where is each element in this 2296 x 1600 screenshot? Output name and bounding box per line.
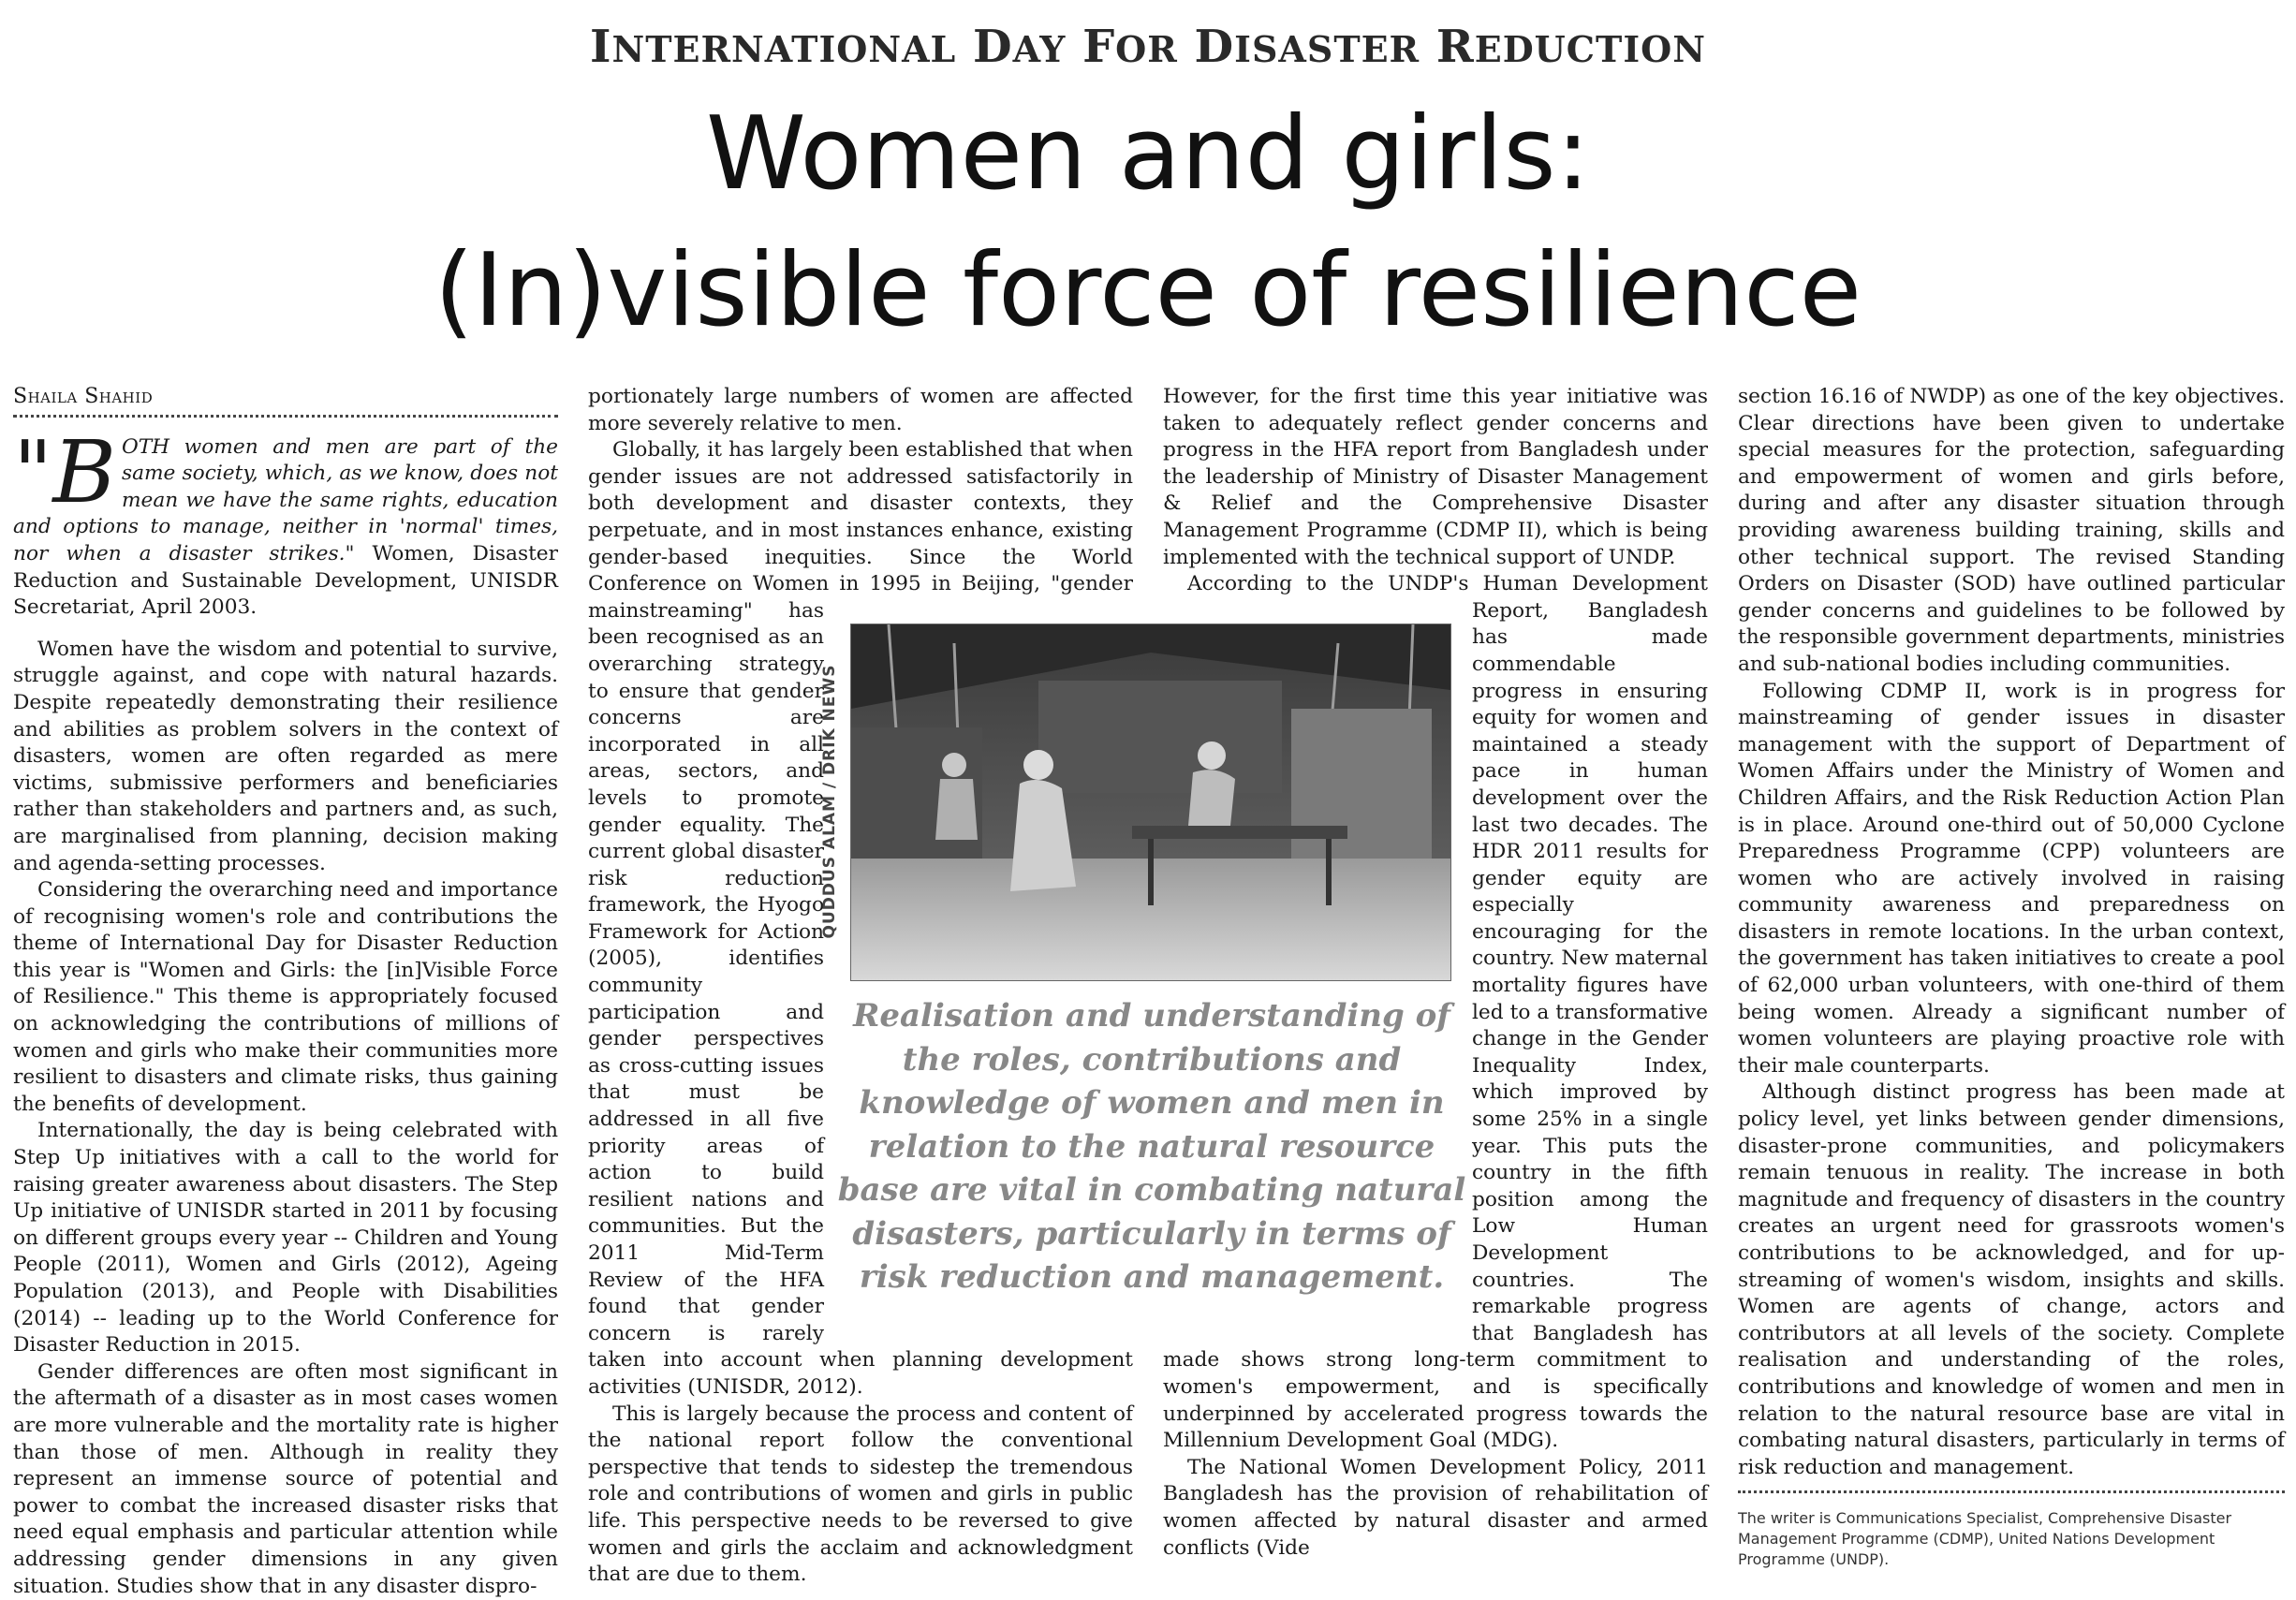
paragraph: However, for the first time this year initiative was taken to adequately reflect gender concerns and progress in the HFA report from Bangladesh under the leadership of Ministry of Disaster Management & Relief and the Comprehensive Disaster Management Programme (CDMP II), which is being implemented with the technical support of UNDP. (1163, 385, 1708, 569)
column-2 (588, 384, 1133, 1589)
column-1 (13, 384, 558, 1600)
photo-credit: QUDDUS ALAM / DRIK NEWS (820, 664, 839, 939)
drop-cap: "B (13, 421, 116, 522)
paragraph: Internationally, the day is being celebrated with Step Up initiatives with a call to the world for raising greater awareness about disasters. The Step Up initiative of UNISDR started in 2011 by focusing on different groups every year -- Children and Young People (2011), Women and Girls (2012), Ageing Population (2013), and People with Disabilities (2014) -- leading up to the World Conference for Disaster Reduction in 2015. (13, 1119, 558, 1358)
paragraph: According to the UNDP's Human Development Report, Bangladesh has made commendable progress in ensuring equity for women and maintained a steady pace in human development over the last two decades. The HDR 2011 results for gender equity are especially encouraging for the country. New maternal mortality figures have led to a transformative change in the Gender Inequality Index, which improved by some 25% in a single year. This puts the country in the fifth position among the Low Human Development countries. The remarkable progress that Bangladesh has made shows strong long-term commitment to women's empowerment, and is specifically underpinned by accelerated progress towards the Millennium Development Goal (MDG). (1163, 572, 1708, 1453)
pull-quote: Realisation and understanding of the roles, contributions and knowledge of women and men in relation to the natural resource base are vital in combating natural disasters, particularly in terms of risk reduction and management. (837, 997, 1466, 1296)
lead-paragraph (13, 421, 558, 622)
paragraph: Gender differences are often most significant in the aftermath of a disaster as in most cases women are more vulnerable and the mortality rate is higher than those of men. Although in reality they represent an immense source of potential and power to combat the increased disaster risks that need equal emphasis and particular attention while addressing gender dimensions in any given situation. Studies show that in any disaster dispro- (13, 1359, 558, 1598)
paragraph: Following CDMP II, work is in progress for mainstreaming of gender issues in disaster management with the support of Department of Women Affairs under the Ministry of Women and Children Affairs, and the Risk Reduction Action Plan is in place. Around one-third out of 50,000 Cyclone Preparedness Programme (CPP) volunteers are women who are actively involved in raising community awareness and preparedness on disasters in remote locations. In the urban context, the government has taken initiatives to create a pool of 62,000 urban volunteers, with one-third of them being women. Already a significant number of women volunteers are playing proactive role with their male counterparts. (1738, 679, 2285, 1078)
byline: Shaila Shahid (13, 384, 558, 418)
paragraph: Although distinct progress has been made at policy level, yet links between gender dimensions, disaster-prone communities, and policymakers remain tenuous in reality. The increase in both magnitude and frequency of disasters in the country creates an urgent need for grassroots women's contributions to be acknowledged, and for up-streaming of women's wisdom, insights and skills. Women are agents of change, actors and contributors at all levels of the society. Complete realisation and understanding of the roles, contributions and knowledge of women and men in relation to the natural resource base are vital in combating natural disasters, particularly in terms of risk reduction and management. (1738, 1080, 2285, 1479)
paragraph: portionately large numbers of women are affected more severely relative to men. (588, 385, 1133, 435)
headline-line-2: (In)visible force of resilience (434, 232, 1862, 349)
flood-photo-illustration (851, 624, 1450, 980)
headline-line-1: Women and girls: (705, 95, 1591, 213)
paragraph: Women have the wisdom and potential to survive, struggle against, and cope with natural hazards. Despite repeatedly demonstrating their resilience and abilities as problem solvers in the context of disasters, women are often regarded as mere victims, submissive performers and beneficiaries rather than stakeholders and partners and, as such, are marginalised from planning, decision making and agenda-setting processes. (13, 637, 558, 875)
section-kicker: INTERNATIONAL DAY FOR DISASTER REDUCTION (590, 21, 1706, 73)
paragraph: Globally, it has largely been established that when gender issues are not addressed satisfactorily in both development and disaster contexts, they perpetuate, and in most instances enhance, existing gender-based inequities. Since the World Conference on Women in 1995 in Beijing, "gender mainstreaming" has been recognised as an overarching strategy to ensure that gender concerns are incorporated in all areas, sectors, and levels to promote gender equality. The current global disaster risk reduction framework, the Hyogo Framework for Action (2005), identifies community participation and gender perspectives as cross-cutting issues that must be addressed in all five priority areas of action to build resilient nations and communities. But the 2011 Mid-Term Review of the HFA found that gender concern is rarely taken into account when planning development activities (UNISDR, 2012). (588, 438, 1133, 1399)
paragraph: This is largely because the process and content of the national report follow the conventional perspective that tends to sidestep the tremendous role and contributions of women and girls in public life. This perspective needs to be reversed to give women and girls the acclaim and acknowledgment that are due to them. (588, 1402, 1133, 1587)
headline (0, 86, 2296, 360)
column-4 (1738, 384, 2285, 1570)
paragraph: Considering the overarching need and importance of recognising women's role and contributions the theme of International Day for Disaster Reduction this year is "Women and Girls: the [in]Visible Force of Resilience." This theme is appropriately focused on acknowledging the contributions of millions of women and girls who make their communities more resilient to disasters and climate risks, thus gaining the benefits of development. (13, 878, 558, 1116)
author-bio: The writer is Communications Specialist, Comprehensive Disaster Management Programme (CDMP), United Nations Development Programme (UNDP). (1738, 1490, 2285, 1570)
lead-quote: OTH women and men are part of the same society, which, as we know, does not mean we have the same rights, education and options to manage, neither in 'normal' times, nor when a disaster strikes." (13, 434, 558, 565)
paragraph: The National Women Development Policy, 2011 Bangladesh has the provision of rehabilitation of women affected by natural disaster and armed conflicts (Vide (1163, 1455, 1708, 1560)
flood-photo (850, 624, 1451, 981)
lead-source: Women, Disaster Reduction and Sustainable Development, UNISDR Secretariat, April 2003. (13, 541, 558, 620)
paragraph: section 16.16 of NWDP) as one of the key objectives. Clear directions have been given to undertake special measures for the protection, safeguarding and empowerment of women and girls before, during and after any disaster situation through providing awareness building training, skills and other technical support. The revised Standing Orders on Disaster (SOD) have outlined particular gender concerns and guidelines to be followed by the responsible government departments, ministries and sub-national bodies including communities. (1738, 385, 2285, 676)
